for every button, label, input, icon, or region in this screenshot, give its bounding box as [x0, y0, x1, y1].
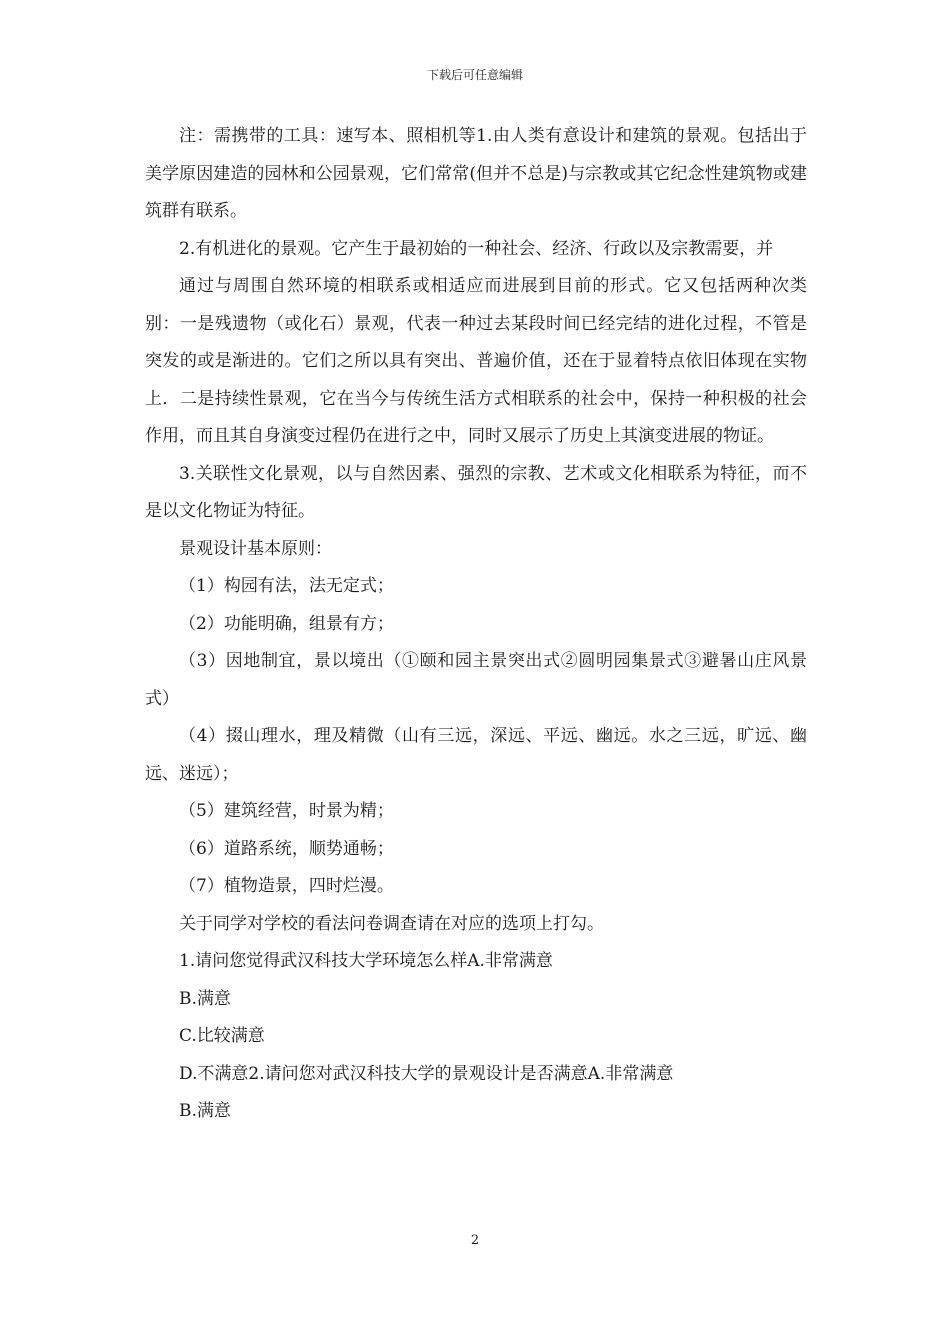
- survey-option-c: C.比较满意: [179, 1026, 265, 1046]
- survey-option-d-question-2: D.不满意2.请问您对武汉科技大学的景观设计是否满意A.非常满意: [179, 1063, 674, 1084]
- principle-item-4: （4）掇山理水，理及精微（山有三远，深远、平远、幽远。水之三远，旷远、幽远、迷远）；: [145, 726, 807, 784]
- paragraph-principles-heading: 景观设计基本原则：: [179, 538, 332, 559]
- principle-item-1: （1）构园有法，法无定式；: [179, 576, 394, 596]
- page-header: 下载后可任意编辑: [426, 68, 523, 82]
- principle-item-7: （7）植物造景，四时烂漫。: [179, 876, 394, 896]
- document-body: [145, 118, 807, 1131]
- paragraph-type-2-detail: 通过与周围自然环境的相联系或相适应而进展到目前的形式。它又包括两种次类别：一是残遗物（或化石）景观，代表一种过去某段时间已经完结的进化过程，不管是突发的或是渐进的。它们之所以具有突出、普遍价值，还在于显着特点依旧体现在实物上．二是持续性景观，它在当今与传统生活方式相联系的社会中，保持一种积极的社会作用，而且其自身演变过程仍在进行之中，同时又展示了历史上其演变进展的物证。: [145, 276, 807, 446]
- survey-intro: 关于同学对学校的看法问卷调查请在对应的选项上打勾。: [179, 913, 604, 934]
- principle-item-6: （6）道路系统，顺势通畅；: [179, 838, 394, 859]
- paragraph-type-2: 2.有机进化的景观。它产生于最初始的一种社会、经济、行政以及宗教需要，并: [179, 238, 774, 259]
- principle-item-3: （3）因地制宜，景以境出（①颐和园主景突出式②圆明园集景式③避暑山庄风景式）: [145, 651, 807, 709]
- page-number: 2: [470, 1233, 480, 1248]
- survey-option-b: B.满意: [179, 988, 231, 1009]
- paragraph-notes-type-1: 注：需携带的工具：速写本、照相机等1.由人类有意设计和建筑的景观。包括出于美学原因建造的园林和公园景观，它们常常(但并不总是)与宗教或其它纪念性建筑物或建筑群有联系。: [145, 126, 807, 221]
- principle-item-2: （2）功能明确，组景有方；: [179, 613, 394, 634]
- survey-question-1: 1.请问您觉得武汉科技大学环境怎么样A.非常满意: [179, 951, 553, 971]
- principle-item-5: （5）建筑经营，时景为精；: [179, 801, 394, 821]
- paragraph-type-3: 3.关联性文化景观，以与自然因素、强烈的宗教、艺术或文化相联系为特征，而不是以文化物证为特征。: [145, 463, 807, 521]
- survey-option-b-2: B.满意: [179, 1101, 231, 1121]
